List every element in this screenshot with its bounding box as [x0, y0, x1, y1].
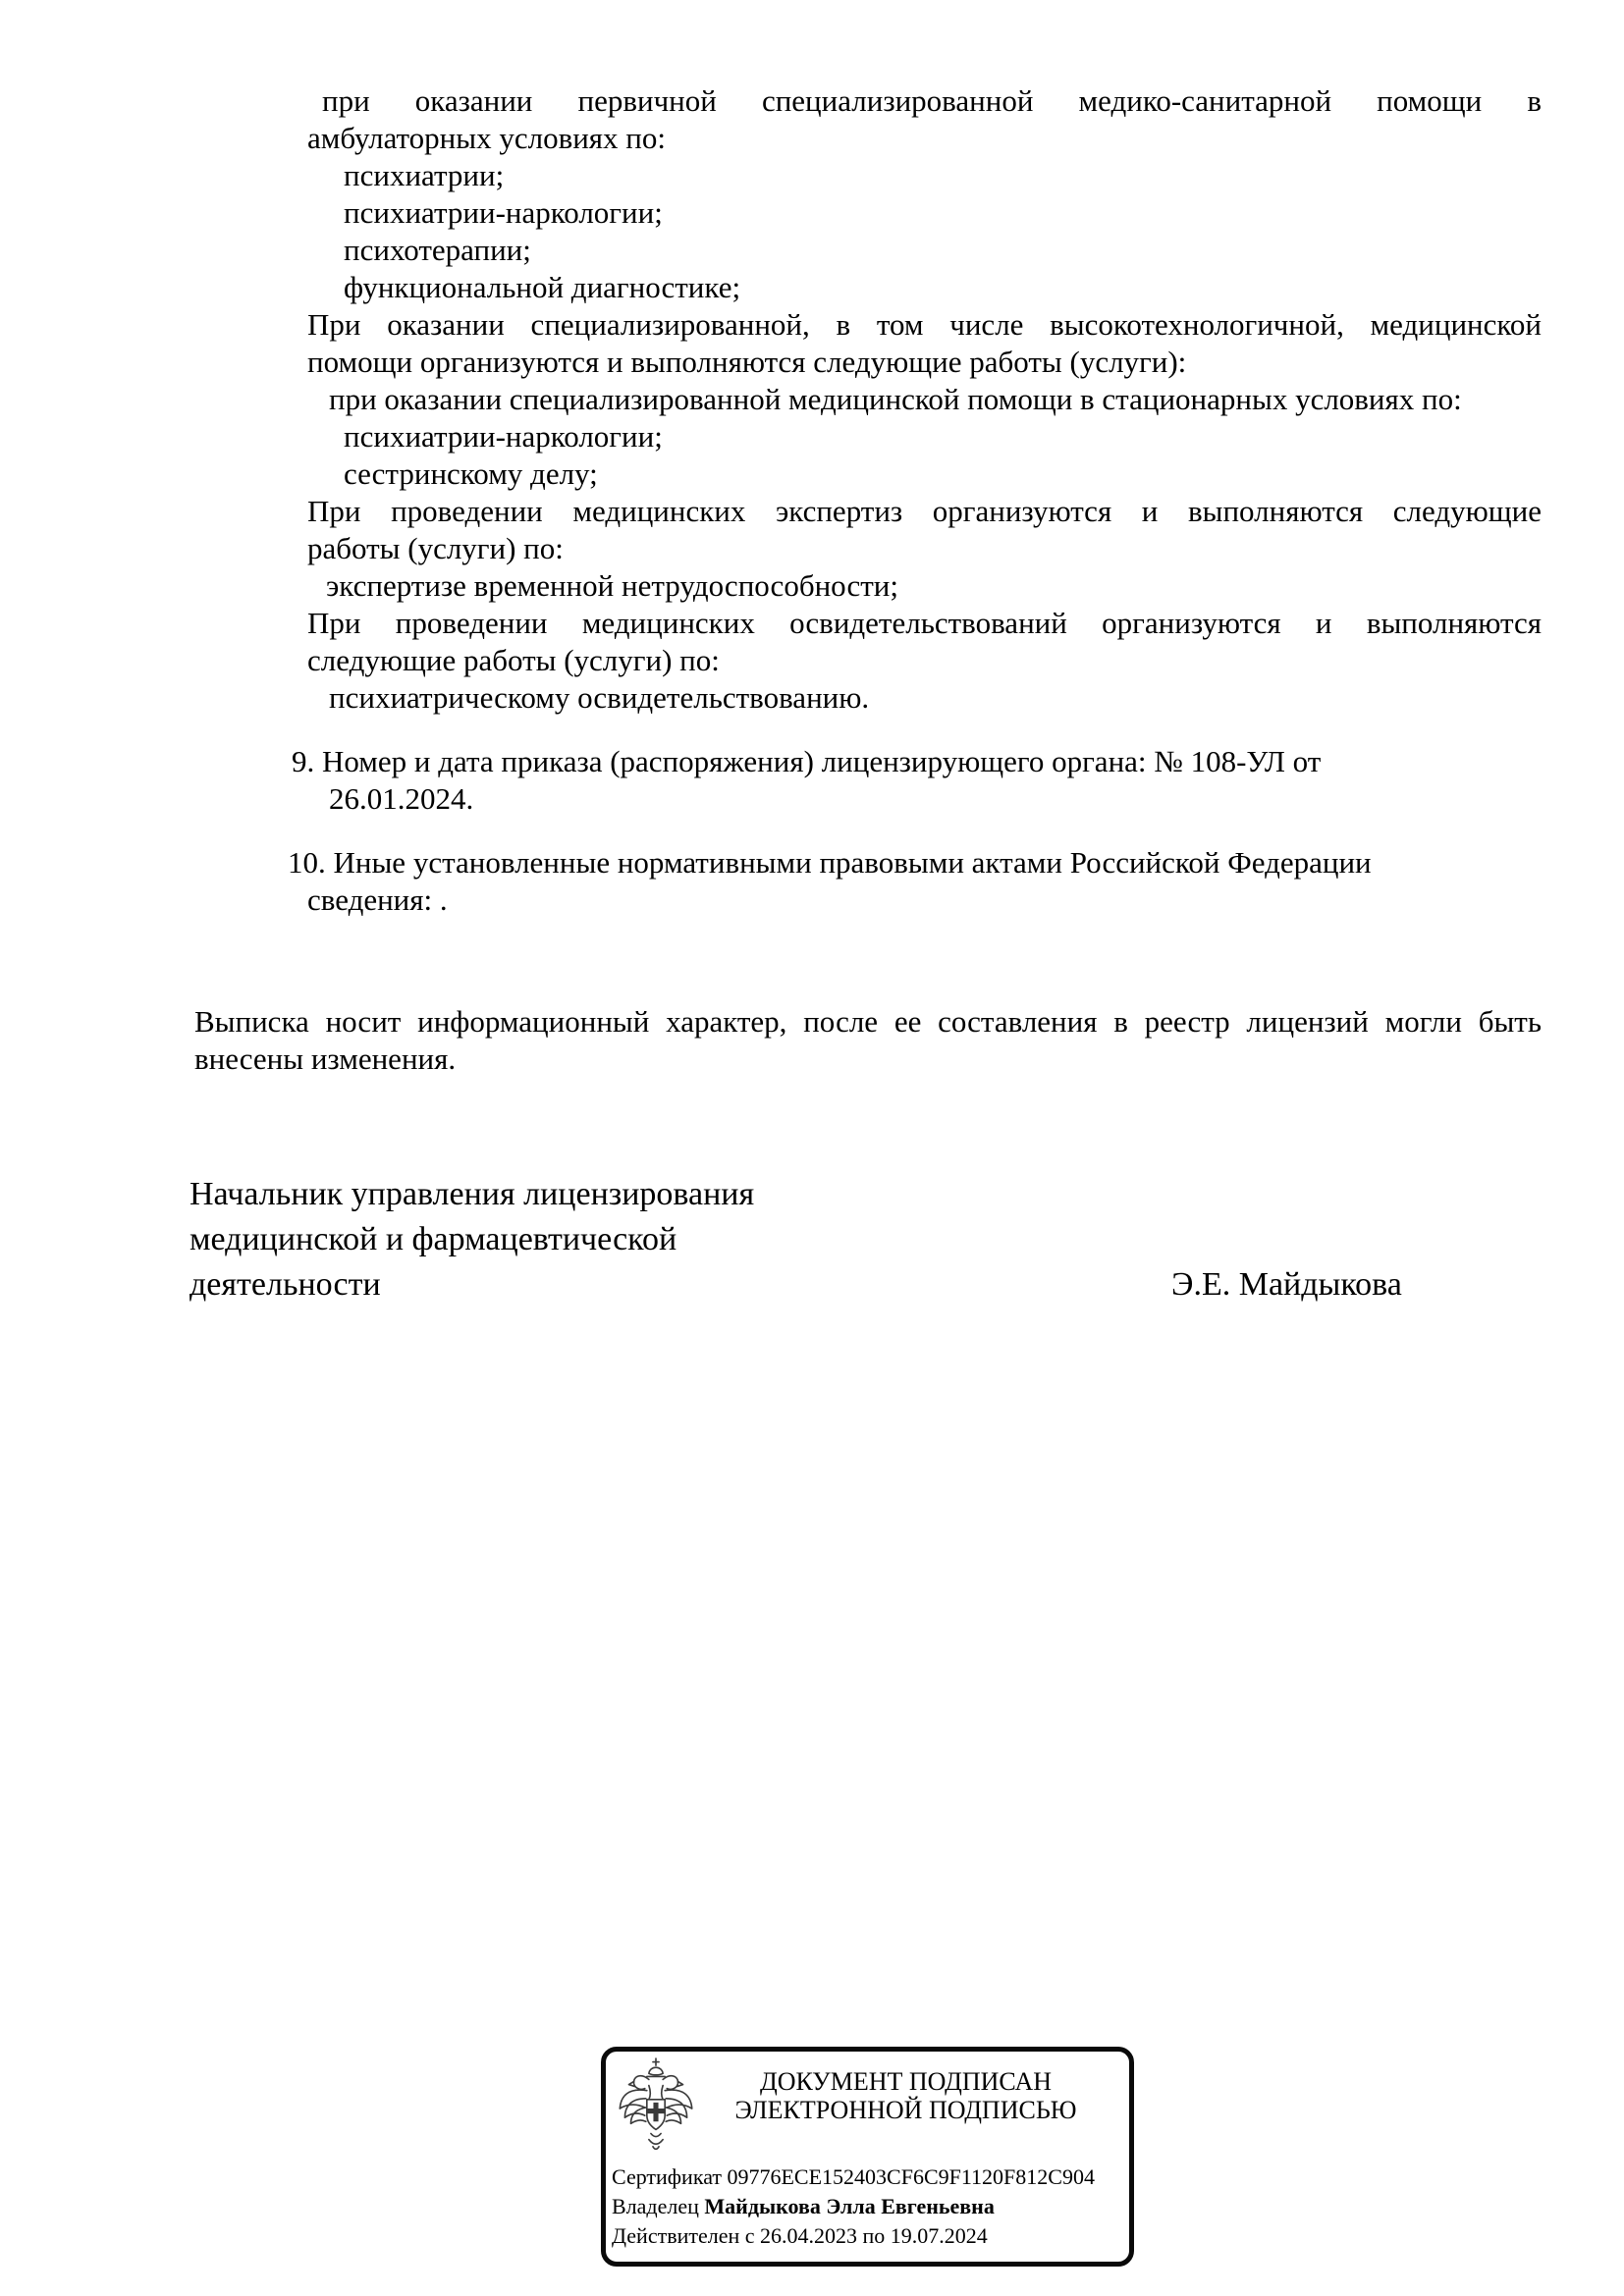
signatory-position-line-2: медицинской и фармацевтической — [189, 1221, 677, 1257]
signatory-position-line-3: деятельности — [189, 1266, 381, 1303]
stamp-owner-label: Владелец — [612, 2194, 699, 2218]
text-line: следующие работы (услуги) по: — [307, 643, 720, 677]
text-line: при оказании первичной специализированной медико-санитарной помощи в — [322, 83, 1542, 118]
stamp-owner-name: Майдыкова Элла Евгеньевна — [704, 2194, 995, 2218]
text-line: сведения: . — [307, 882, 448, 917]
text-line: психиатрическому освидетельствованию. — [329, 680, 870, 715]
signatory-name: Э.Е. Майдыкова — [1171, 1266, 1402, 1303]
text-line: работы (услуги) по: — [307, 531, 564, 565]
stamp-certificate-line: Сертификат 09776ECE152403CF6C9F1120F812C904 — [612, 2164, 1095, 2189]
stamp-title-line-2: ЭЛЕКТРОННОЙ ПОДПИСЬЮ — [734, 2096, 1077, 2124]
text-line: сестринскому делу; — [344, 456, 598, 491]
text-line: психотерапии; — [344, 233, 531, 267]
text-line: внесены изменения. — [194, 1041, 457, 1076]
text-line: экспертизе временной нетрудоспособности; — [326, 568, 898, 603]
text-line: 10. Иные установленные нормативными правовыми актами Российской Федерации — [288, 845, 1372, 880]
text-line: психиатрии-наркологии; — [344, 419, 663, 454]
text-line: При проведении медицинских освидетельствований организуются и выполняются — [307, 606, 1542, 640]
text-line: При проведении медицинских экспертиз организуются и выполняются следующие — [307, 494, 1542, 528]
text-line: амбулаторных условиях по: — [307, 121, 667, 155]
stamp-title — [687, 2067, 1124, 2124]
stamp-validity-line: Действителен с 26.04.2023 по 19.07.2024 — [612, 2223, 988, 2248]
text-line: Выписка носит информационный характер, после ее составления в реестр лицензий могли быть — [194, 1004, 1542, 1039]
text-line: психиатрии-наркологии; — [344, 195, 663, 230]
text-line: помощи организуются и выполняются следующие работы (услуги): — [307, 345, 1187, 379]
text-line: при оказании специализированной медицинской помощи в стационарных условиях по: — [329, 382, 1462, 416]
text-line: При оказании специализированной, в том числе высокотехнологичной, медицинской — [307, 307, 1542, 342]
stamp-title-line-1: ДОКУМЕНТ ПОДПИСАН — [759, 2067, 1053, 2096]
text-line: психиатрии; — [344, 158, 505, 192]
text-line: функциональной диагностике; — [344, 270, 741, 304]
roszdravnadzor-eagle-icon — [617, 2057, 695, 2158]
signatory-position-line-1: Начальник управления лицензирования — [189, 1176, 755, 1212]
text-line: 9. Номер и дата приказа (распоряжения) лицензирующего органа: № 108-УЛ от — [292, 744, 1322, 778]
text-line: 26.01.2024. — [329, 781, 474, 816]
stamp-owner-line — [612, 2193, 995, 2220]
